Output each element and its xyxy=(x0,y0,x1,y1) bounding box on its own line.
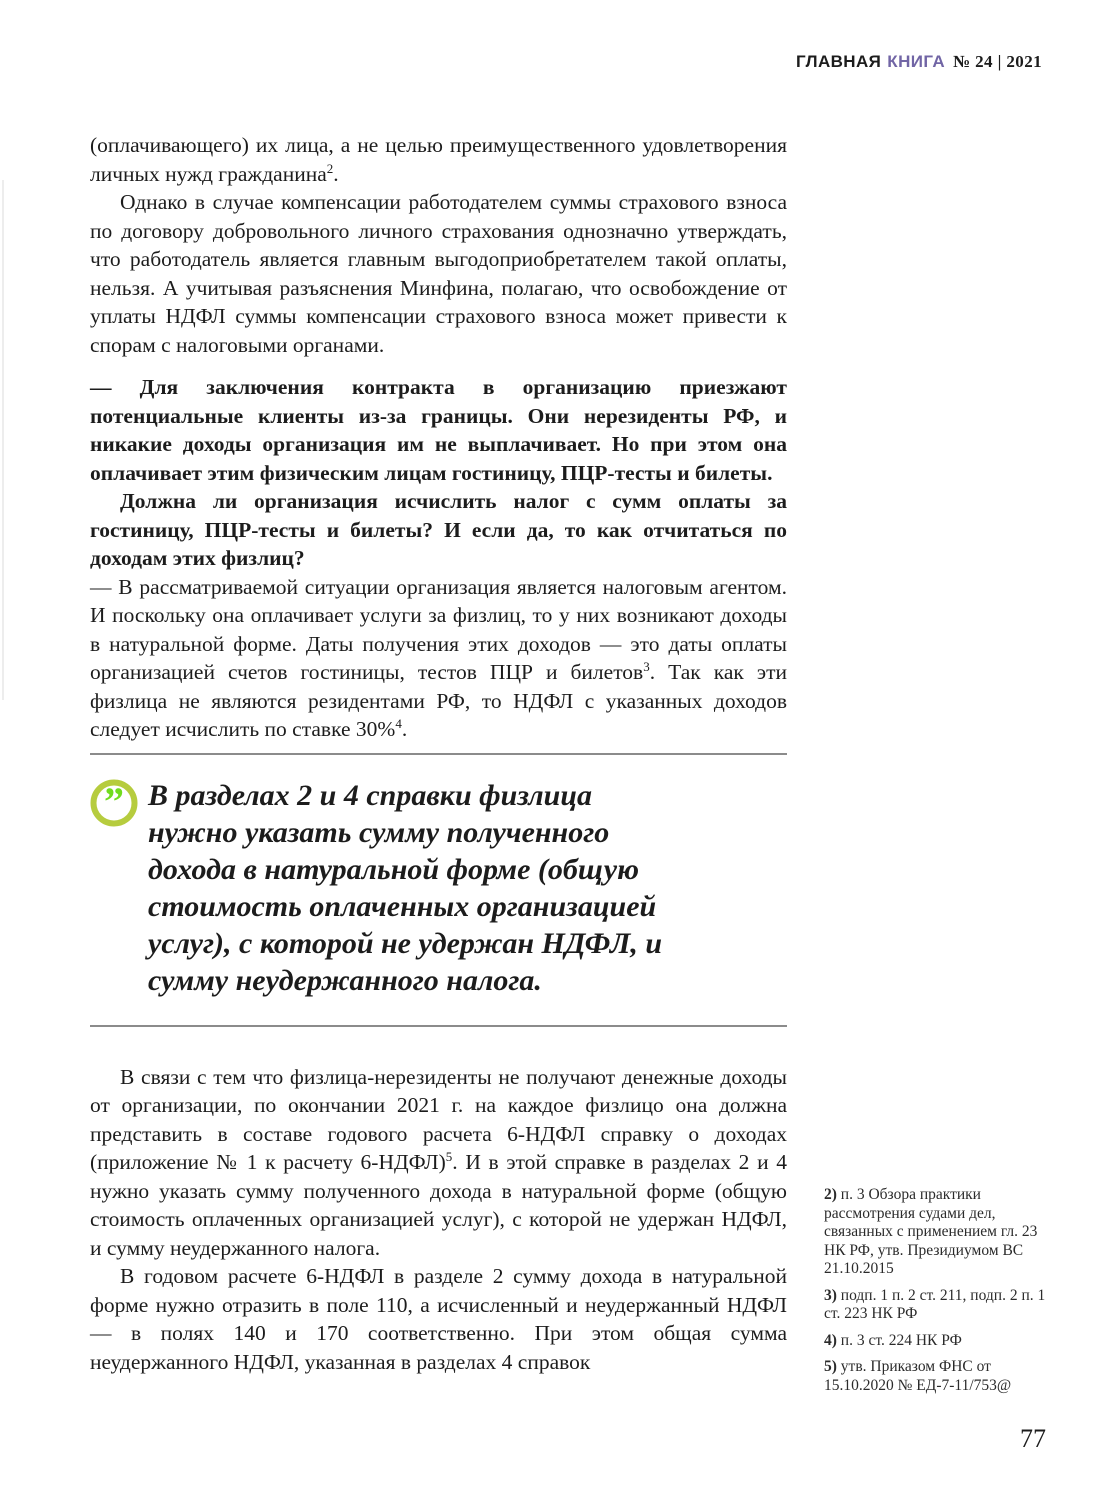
pullquote xyxy=(90,777,787,1002)
footnote-ref: 2 xyxy=(326,160,334,176)
svg-text:”: ” xyxy=(104,778,124,824)
footnote-number: 3) xyxy=(824,1286,841,1304)
footnote-number: 5) xyxy=(824,1358,841,1375)
paragraph: Должна ли организация исчислить налог с сумм оплаты за гостиницу, ПЦР-тесты и билеты? И если да, то как отчитаться по доходам этих физлиц? xyxy=(90,489,787,570)
footnote-item: 4) п. 3 ст. 224 НК РФ xyxy=(824,1331,962,1349)
footnote-item: 2) п. 3 Обзора практики рассмотрения судами дел, связанных с применением гл. 23 НК РФ, утв. Президиумом ВС 21.10.2015 xyxy=(824,1186,1038,1277)
page-header xyxy=(796,52,1042,72)
pullquote-bottom-rule xyxy=(90,1025,787,1027)
magazine-brand-accent: КНИГА xyxy=(887,52,946,71)
article-text-top xyxy=(90,131,787,744)
issue-number: № 24 | 2021 xyxy=(953,52,1042,71)
article-column xyxy=(90,131,787,1376)
footnote-item: 5) утв. Приказом ФНС от 15.10.2020 № ЕД-7-11/753@ xyxy=(824,1358,1012,1394)
page-edge-artifact xyxy=(2,180,4,700)
footnote-ref: 4 xyxy=(395,715,402,731)
paragraph: Однако в случае компенсации работодателем суммы страхового взноса по договору добровольного личного страхования однозначно утверждать, что работодатель является главным выгодоприобретателем такой оплаты, нельзя. А учитывая разъяснения Минфина, полагаю, что освобождение от уплаты НДФЛ суммы компенсации страхового взноса может привести к спорам с налоговыми органами. xyxy=(90,190,787,357)
pullquote-text: В разделах 2 и 4 справки физлица нужно указать сумму полученного дохода в натуральной форме (общую стоимость оплаченных организацией услуг), с которой не удержан НДФЛ, и сумму неудержанного налога. xyxy=(148,778,663,997)
page-number: 77 xyxy=(1020,1424,1046,1453)
quote-marks-icon xyxy=(90,779,138,827)
paragraph: В годовом расчете 6-НДФЛ в разделе 2 сумму дохода в натуральной форме нужно отразить в поле 110, а исчисленный и неудержанный НДФЛ — в полях 140 и 170 соответственно. При этом общая сумма неудержанного НДФЛ, указанная в разделах 4 справок xyxy=(90,1264,787,1374)
paragraph: В связи с тем что физлица-нерезиденты не получают денежные доходы от организации, по окончании 2021 г. на каждое физлицо она должна представить в составе годового расчета 6-НДФЛ справку о доходах (приложение № 1 к расчету 6-НДФЛ)$^5$. И в этой справке в разделах 2 и 4 нужно указать сумму полученного дохода в натуральной форме (общую стоимость оплаченных организацией услуг), с которой не удержан НДФЛ, и сумму неудержанного налога. xyxy=(90,1064,788,1260)
paragraph: (оплачивающего) их лица, а не целью преимущественного удовлетворения личных нужд гражданина$^2$. xyxy=(90,133,787,186)
paragraph: — Для заключения контракта в организацию приезжают потенциальные клиенты из-за границы. Они нерезиденты РФ, и никакие доходы организация им не выплачивает. Но при этом она оплачивает этим физическим лицам гостиницу, ПЦР-тесты и билеты. xyxy=(90,375,787,485)
footnote-item: 3) подп. 1 п. 2 ст. 211, подп. 2 п. 1 ст. 223 НК РФ xyxy=(824,1286,1046,1322)
paragraph: — В рассматриваемой ситуации организация является налоговым агентом. И поскольку она оплачивает услуги за физлиц, то у них возникают доходы в натуральной форме. Даты получения этих доходов — это даты оплаты организацией счетов гостиницы, тестов ПЦР и билетов$^3$. Так как эти физлица не являются резидентами РФ, то НДФЛ с указанных доходов следует исчислить по ставке 30%$^4$. xyxy=(90,574,787,741)
footnote-ref: 5 xyxy=(445,1148,453,1164)
footnote-number: 4) xyxy=(824,1331,841,1349)
article-text-bottom xyxy=(90,1063,787,1377)
pullquote-top-rule xyxy=(90,753,787,755)
magazine-brand-black: ГЛАВНАЯ xyxy=(796,52,882,71)
footnote-number: 2) xyxy=(824,1186,841,1203)
footnote-ref: 3 xyxy=(643,658,650,674)
footnotes xyxy=(824,1186,1059,1403)
